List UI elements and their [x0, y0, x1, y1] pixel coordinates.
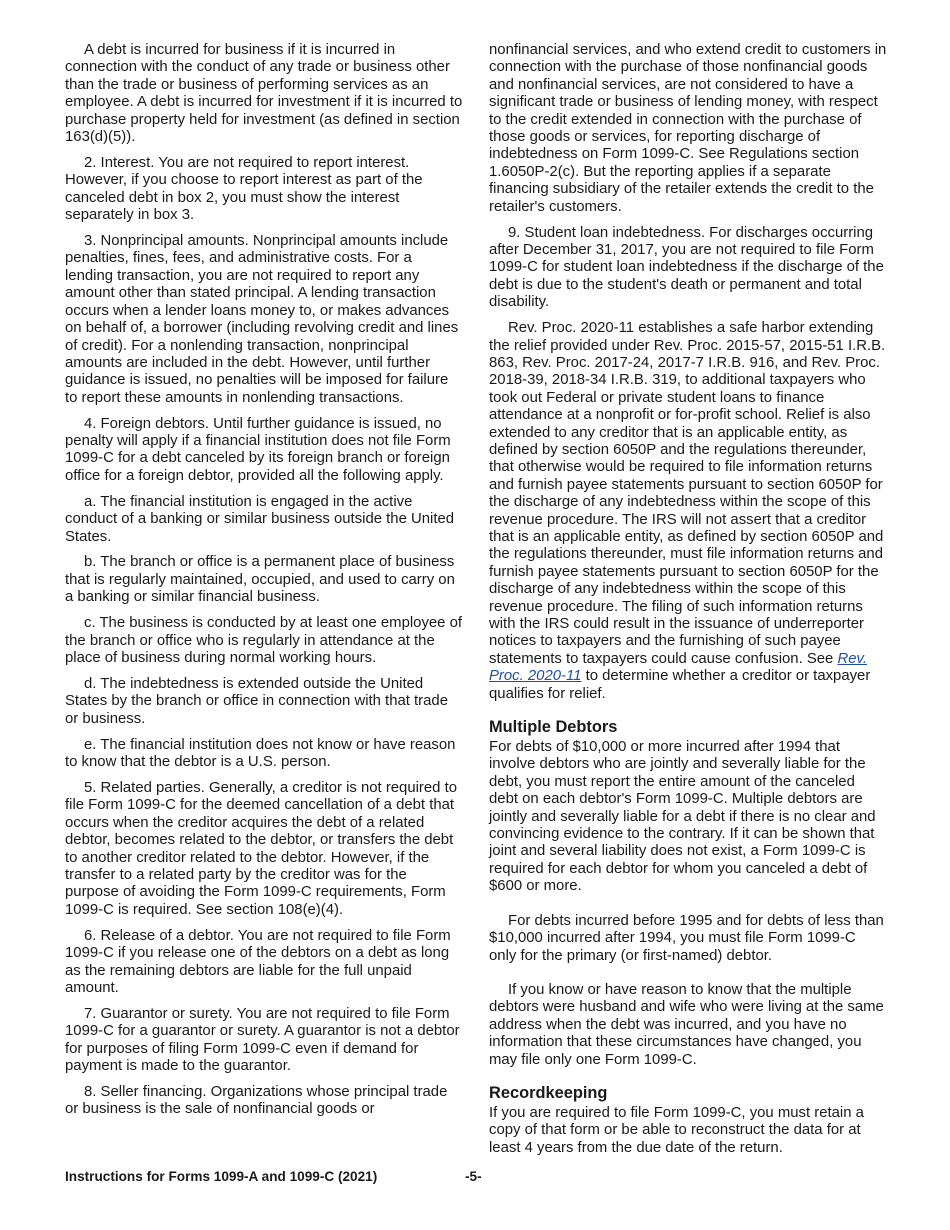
paragraph-related-parties: 5. Related parties. Generally, a creditor is not required to file Form 1099-C for the deemed cancellation of a debt that occurs when the creditor acquires the debt of a related debtor, becomes related to the debtor, or transfers the debt to another creditor related to the debtor. However, if the transfer to a related party by the creditor was for the purpose of avoiding the Form 1099-C requirements, Form 1099-C is required. See section 108(e)(4).	[65, 779, 458, 918]
paragraph-seller-financing: 8. Seller financing. Organizations whose principal trade or business is the sale of nonfinancial goods or	[65, 1083, 448, 1118]
paragraph-release-of-debtor: 6. Release of a debtor. You are not required to file Form 1099-C if you release one of the debtors on a debt as long as the remaining debtors are liable for the full unpaid amount.	[65, 927, 451, 996]
paragraph-foreign-debtors: 4. Foreign debtors. Until further guidance is issued, no penalty will apply if a financial institution does not file Form 1099-C for a debt canceled by its foreign branch or foreign office for a foreign debtor, provided all the following apply.	[65, 415, 451, 484]
paragraph-multiple-debtors-1: For debts of $10,000 or more incurred after 1994 that involve debtors who are jointly and severally liable for the debt, you must report the entire amount of the canceled debt on each debtor's Form 1099-C. Multiple debtors are jointly and severally liable for a debt if there is no clear and convincing evidence to the contrary. If it can be shown that joint and several liability does not exist, a Form 1099-C is required for each debtor for whom you canceled a debt of $600 or more.	[489, 739, 876, 895]
right-column	[489, 42, 887, 1166]
paragraph-multiple-debtors-3: If you know or have reason to know that the multiple debtors were husband and wife who were living at the same address when the debt was incurred, and you have no information that these circumstances have changed, you may file only one Form 1099-C.	[489, 981, 884, 1068]
heading-multiple-debtors: Multiple Debtors	[489, 718, 618, 737]
heading-recordkeeping: Recordkeeping	[489, 1083, 608, 1102]
paragraph-recordkeeping: If you are required to file Form 1099-C, you must retain a copy of that form or be able to reconstruct the data for at least 4 years from the due date of the return.	[489, 1104, 864, 1156]
paragraph-rev-proc	[489, 320, 887, 703]
rev-proc-text-end: to determine whether a creditor or taxpayer qualifies for relief.	[489, 668, 871, 702]
paragraph-nonprincipal-amounts: 3. Nonprincipal amounts. Nonprincipal amounts include penalties, fines, fees, and administrative costs. For a lending transaction, you are not required to report any amount other than stated principal. A lending transaction occurs when a lender loans money to, or makes advances on behalf of, a borrower (including revolving credit and lines of credit). For a nonlending transaction, nonprincipal amounts are included in the debt. However, until further guidance is issued, no penalties will be imposed for failure to report these amounts in nonlending transactions.	[65, 233, 459, 406]
paragraph-guarantor-surety: 7. Guarantor or surety. You are not required to file Form 1099-C for a guarantor or surety. A guarantor is not a debtor for purposes of filing Form 1099-C even if demand for payment is made to the guarantor.	[65, 1005, 460, 1075]
footer-form-label: Instructions for Forms 1099-A and 1099-C (2021)	[65, 1169, 378, 1184]
paragraph-item-d: d. The indebtedness is extended outside the United States by the branch or office in connection with that trade or business.	[65, 675, 448, 727]
paragraph-item-e: e. The financial institution does not know or have reason to know that the debtor is a U.S. person.	[65, 736, 456, 771]
rev-proc-text-start: Rev. Proc. 2020-11 establishes a safe harbor extending the relief provided under Rev. Proc. 2015-57, 2015-51 I.R.B. 863, Rev. Proc. 2017-24, 2017-7 I.R.B. 916, and Rev. Proc. 2018-39, 2018-34 I.R.B. 319, to additional taxpayers who took out Federal or private student loans to finance attendance at a nonprofit or for-profit school. Relief is also extended to any creditor that is an applicable entity, as defined by section 6050P and the regulations thereunder, that otherwise would be required to file information returns and furnish payee statements pursuant to section 6050P for the discharge of any indebtedness within the scope of this revenue procedure. The IRS will not assert that a creditor that is an applicable entity, as defined by section 6050P and the regulations thereunder, must file information returns and furnish payee statements pursuant to section 6050P for the discharge of any indebtedness within the scope of this revenue procedure. The filing of such information returns with the IRS could result in the issuance of underreporter notices to taxpayers and the furnishing of such payee statements to taxpayers could cause confusion. See	[489, 320, 886, 667]
paragraph-seller-financing-continued: nonfinancial services, and who extend credit to customers in connection with the purchase of those nonfinancial goods and nonfinancial services, are not considered to have a significant trade or business of lending money, with respect to the credit extended in connection with the purchase of those goods or services, for reporting discharge of indebtedness on Form 1099-C. See Regulations section 1.6050P-2(c). But the reporting applies if a separate financing subsidiary of the retailer extends the credit to the retailer's customers.	[489, 42, 887, 215]
page-number: -5-	[465, 1169, 482, 1184]
left-column	[65, 42, 463, 1127]
rev-proc-2020-11-link[interactable]: Rev. Proc. 2020-11	[489, 650, 867, 685]
paragraph-multiple-debtors-2: For debts incurred before 1995 and for debts of less than $10,000 incurred after 1994, you must file Form 1099-C only for the primary (or first-named) debtor.	[489, 912, 884, 964]
paragraph-interest: 2. Interest. You are not required to report interest. However, if you choose to report interest as part of the canceled debt in box 2, you must show the interest separately in box 3.	[65, 154, 423, 224]
paragraph-student-loan: 9. Student loan indebtedness. For discharges occurring after December 31, 2017, you are not required to file Form 1099-C for student loan indebtedness if the discharge of the debt is due to the student's death or permanent and total disability.	[489, 224, 884, 311]
paragraph-business-investment: A debt is incurred for business if it is incurred in connection with the conduct of any trade or business other than the trade or business of performing services as an employee. A debt is incurred for investment if it is incurred to purchase property held for investment (as defined in section 163(d)(5)).	[65, 42, 463, 146]
paragraph-item-a: a. The financial institution is engaged in the active conduct of a banking or similar business outside the United States.	[65, 493, 455, 545]
paragraph-item-c: c. The business is conducted by at least one employee of the branch or office who is regularly in attendance at the place of business during normal working hours.	[65, 615, 463, 666]
paragraph-item-b: b. The branch or office is a permanent place of business that is regularly maintained, occupied, and used to carry on a banking or similar financial business.	[65, 554, 455, 606]
